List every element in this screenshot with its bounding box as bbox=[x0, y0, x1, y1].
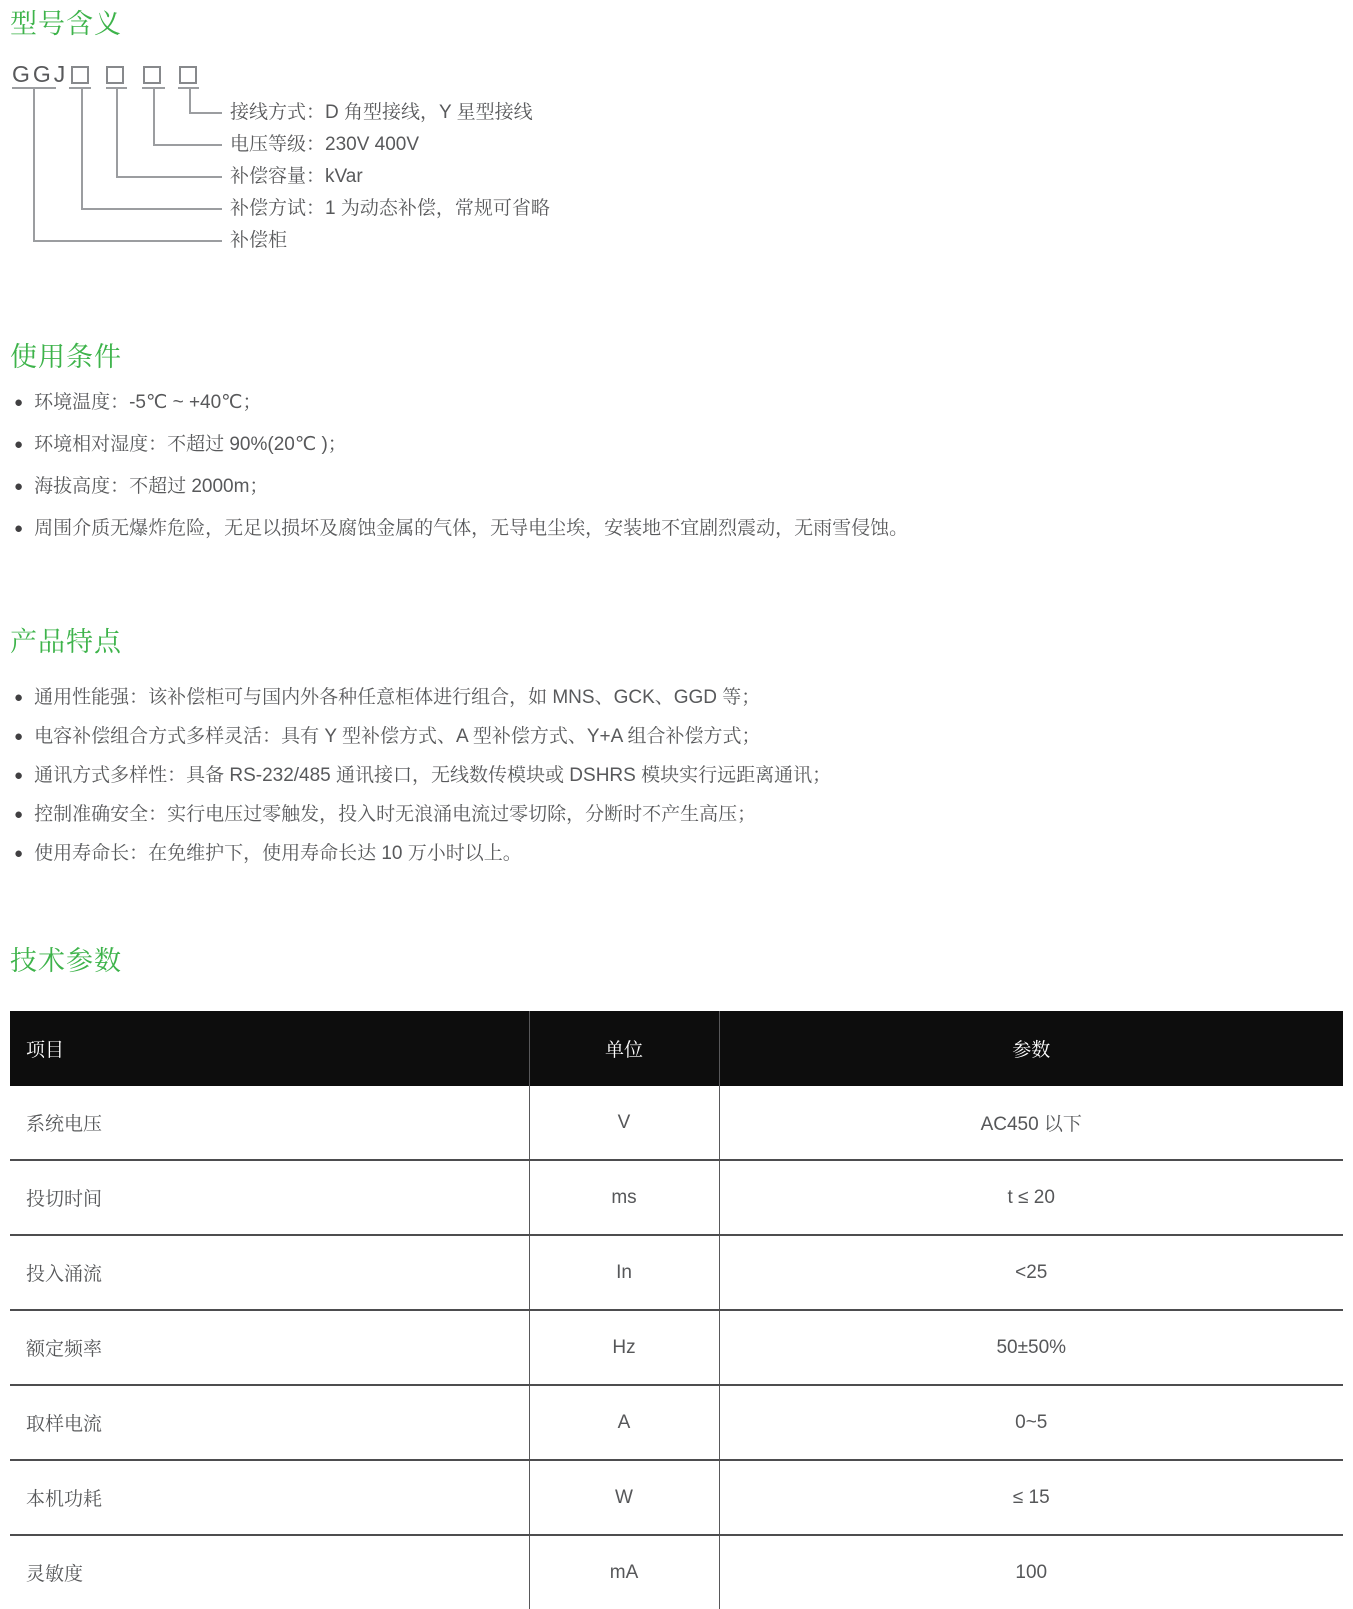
cell-unit: V bbox=[529, 1086, 719, 1160]
connector-vertical-comp-mode bbox=[81, 88, 83, 208]
label-compensation-cabinet: 补偿柜 bbox=[230, 230, 288, 251]
list-item-text: 环境温度：-5℃ ~ +40℃； bbox=[34, 392, 262, 413]
connector-horizontal-comp-mode bbox=[81, 208, 222, 210]
table-row bbox=[10, 1385, 1343, 1460]
list-item-text: 使用寿命长：在免维护下，使用寿命长达 10 万小时以上。 bbox=[34, 843, 522, 864]
table-row bbox=[10, 1160, 1343, 1235]
bullet-icon: ● bbox=[14, 806, 24, 823]
label-wiring-mode: 接线方式：D 角型接线，Y 星型接线 bbox=[230, 102, 533, 123]
list-item bbox=[14, 763, 1343, 789]
connector-vertical-wiring bbox=[189, 88, 191, 112]
list-item bbox=[14, 474, 1343, 500]
section-specs bbox=[10, 945, 1343, 1609]
connector-horizontal-wiring bbox=[189, 112, 222, 114]
table-row bbox=[10, 1086, 1343, 1160]
model-code-diagram bbox=[12, 61, 1343, 257]
label-compensation-mode: 补偿方试：1 为动态补偿，常规可省略 bbox=[230, 198, 550, 219]
bullet-icon: ● bbox=[14, 767, 24, 784]
cell-parameter: t ≤ 20 bbox=[719, 1160, 1343, 1235]
cell-unit: W bbox=[529, 1460, 719, 1535]
bullet-icon: ● bbox=[14, 436, 24, 453]
list-item-text: 环境相对湿度：不超过 90%(20℃ )； bbox=[34, 434, 347, 455]
section-conditions bbox=[10, 341, 1343, 542]
bullet-icon: ● bbox=[14, 520, 24, 537]
conditions-list bbox=[10, 390, 1343, 542]
connector-vertical-capacity bbox=[116, 88, 118, 176]
cell-item: 投切时间 bbox=[10, 1160, 529, 1235]
table-row bbox=[10, 1310, 1343, 1385]
bullet-icon: ● bbox=[14, 689, 24, 706]
bullet-icon: ● bbox=[14, 478, 24, 495]
cell-unit: mA bbox=[529, 1535, 719, 1609]
connector-horizontal-voltage bbox=[153, 144, 222, 146]
cell-unit: Hz bbox=[529, 1310, 719, 1385]
table-row bbox=[10, 1460, 1343, 1535]
underline-box-1 bbox=[69, 87, 91, 89]
connector-horizontal-capacity bbox=[116, 176, 222, 178]
table-row bbox=[10, 1235, 1343, 1310]
section-heading-model: 型号含义 bbox=[10, 9, 122, 39]
cell-parameter: 50±50% bbox=[719, 1310, 1343, 1385]
cell-parameter: ≤ 15 bbox=[719, 1460, 1343, 1535]
cell-item: 系统电压 bbox=[10, 1086, 529, 1160]
cell-unit: ms bbox=[529, 1160, 719, 1235]
connector-vertical-cabinet bbox=[33, 88, 35, 240]
list-item bbox=[14, 516, 1343, 542]
cell-parameter: 0~5 bbox=[719, 1385, 1343, 1460]
connector-horizontal-cabinet bbox=[33, 240, 222, 242]
list-item-text: 通用性能强：该补偿柜可与国内外各种任意柜体进行组合，如 MNS、GCK、GGD 等； bbox=[34, 687, 761, 708]
column-header-parameter: 参数 bbox=[719, 1011, 1343, 1086]
model-digit-box-3 bbox=[143, 66, 161, 84]
section-heading-specs: 技术参数 bbox=[10, 946, 122, 976]
cell-item: 取样电流 bbox=[10, 1385, 529, 1460]
list-item bbox=[14, 390, 1343, 416]
list-item bbox=[14, 432, 1343, 458]
model-digit-box-1 bbox=[71, 66, 89, 84]
bullet-icon: ● bbox=[14, 394, 24, 411]
specs-header-row bbox=[10, 1011, 1343, 1086]
section-model bbox=[10, 8, 1343, 257]
list-item-text: 海拔高度：不超过 2000m； bbox=[34, 476, 269, 497]
list-item bbox=[14, 724, 1343, 750]
cell-parameter: <25 bbox=[719, 1235, 1343, 1310]
list-item-text: 周围介质无爆炸危险，无足以损坏及腐蚀金属的气体，无导电尘埃，安装地不宜剧烈震动，无雨雪侵蚀。 bbox=[34, 518, 909, 539]
cell-unit: A bbox=[529, 1385, 719, 1460]
cell-item: 投入涌流 bbox=[10, 1235, 529, 1310]
cell-parameter: 100 bbox=[719, 1535, 1343, 1609]
table-row bbox=[10, 1535, 1343, 1609]
list-item bbox=[14, 841, 1343, 867]
list-item-text: 控制准确安全：实行电压过零触发，投入时无浪涌电流过零切除，分断时不产生高压； bbox=[34, 804, 757, 825]
bullet-icon: ● bbox=[14, 728, 24, 745]
list-item-text: 电容补偿组合方式多样灵活：具有 Y 型补偿方式、A 型补偿方式、Y+A 组合补偿方式； bbox=[34, 726, 761, 747]
cell-item: 额定频率 bbox=[10, 1310, 529, 1385]
model-digit-box-2 bbox=[106, 66, 124, 84]
label-voltage-level: 电压等级：230V 400V bbox=[230, 134, 420, 155]
section-heading-features: 产品特点 bbox=[10, 627, 122, 657]
list-item-text: 通讯方式多样性：具备 RS-232/485 通讯接口，无线数传模块或 DSHRS 模块实行远距离通讯； bbox=[34, 765, 832, 786]
connector-vertical-voltage bbox=[153, 88, 155, 144]
specs-table bbox=[10, 1011, 1343, 1609]
section-heading-conditions: 使用条件 bbox=[10, 342, 122, 372]
cell-item: 灵敏度 bbox=[10, 1535, 529, 1609]
list-item bbox=[14, 802, 1343, 828]
column-header-unit: 单位 bbox=[529, 1011, 719, 1086]
model-digit-box-4 bbox=[179, 66, 197, 84]
cell-item: 本机功耗 bbox=[10, 1460, 529, 1535]
list-item bbox=[14, 685, 1343, 711]
column-header-item: 项目 bbox=[10, 1011, 529, 1086]
label-compensation-capacity: 补偿容量：kVar bbox=[230, 166, 363, 187]
model-code: GGJ bbox=[12, 61, 69, 87]
cell-parameter: AC450 以下 bbox=[719, 1086, 1343, 1160]
cell-unit: In bbox=[529, 1235, 719, 1310]
section-features bbox=[10, 626, 1343, 867]
features-list bbox=[10, 685, 1343, 867]
bullet-icon: ● bbox=[14, 845, 24, 862]
